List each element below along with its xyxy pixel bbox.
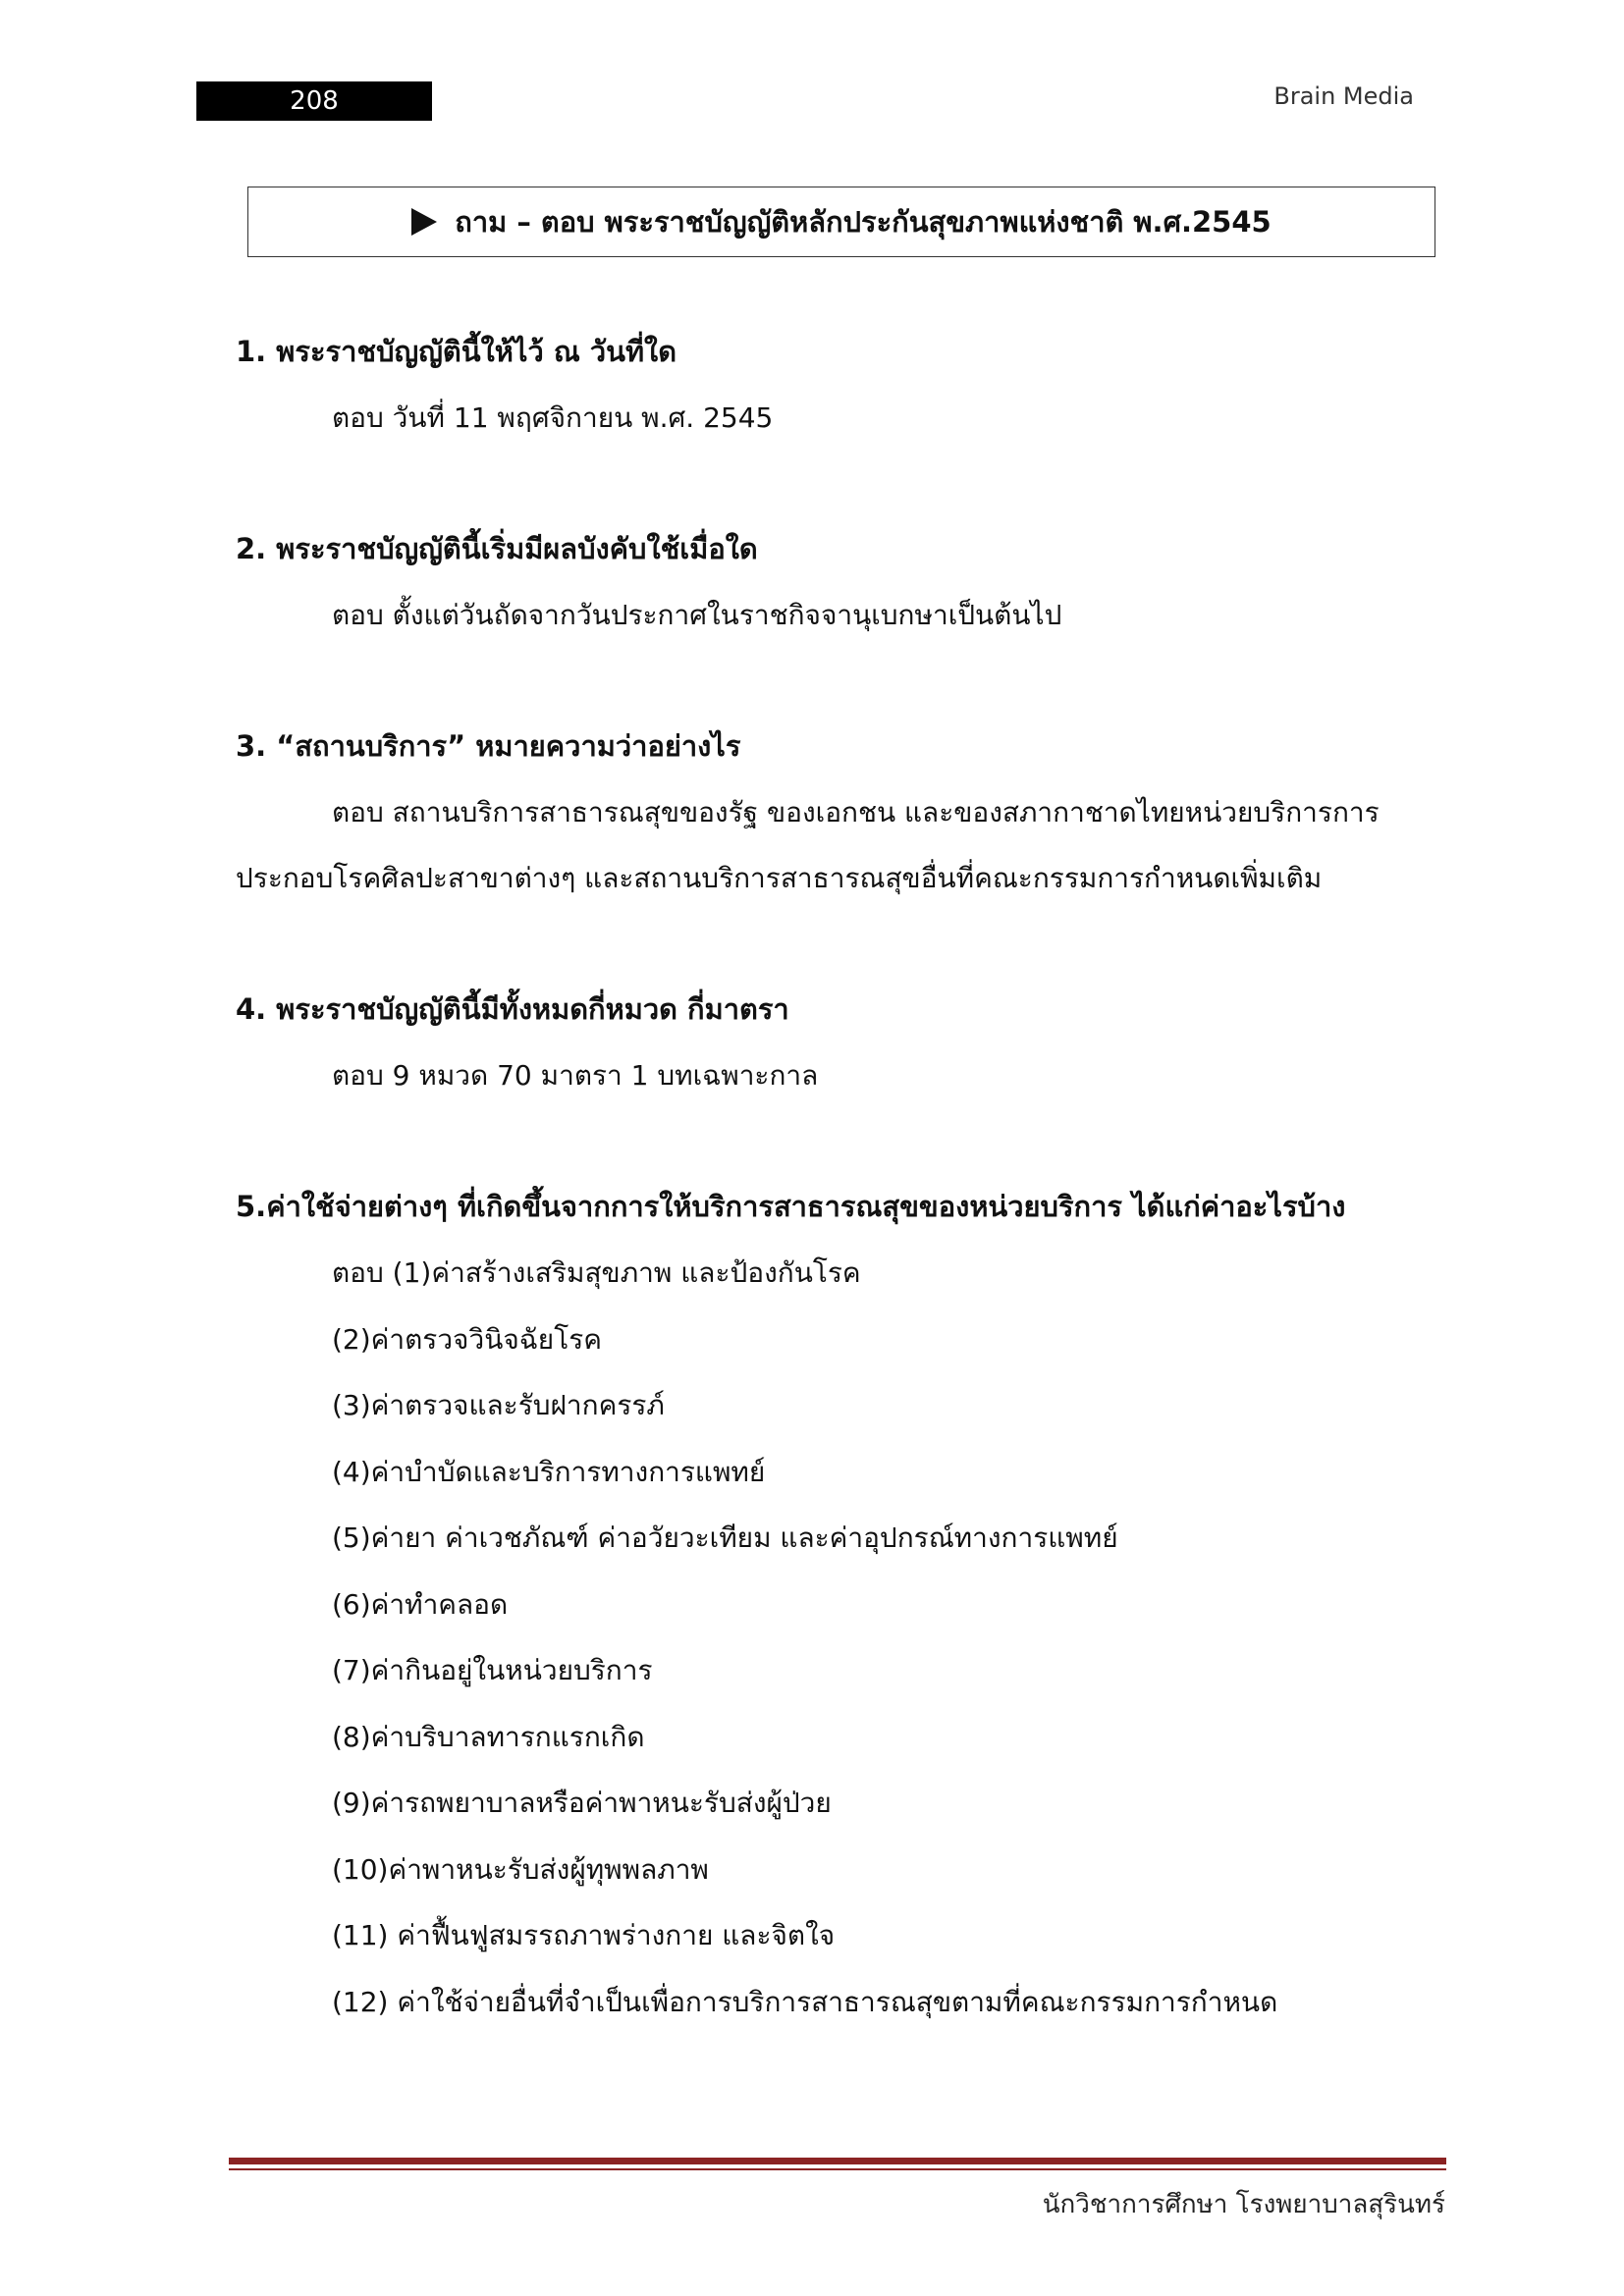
question-4: 4. พระราชบัญญัตินี้มีทั้งหมดกี่หมวด กี่มาตรา [236,992,789,1026]
question-2: 2. พระราชบัญญัตินี้เริ่มมีผลบังคับใช้เมื่อใด [236,532,758,565]
arrow-bullet-icon [411,208,437,236]
question-5: 5.ค่าใช้จ่ายต่างๆ ที่เกิดขึ้นจากการให้บริการสาธารณสุขของหน่วยบริการ ได้แก่ค่าอะไรบ้าง [236,1190,1346,1223]
qa-item-5 [236,1174,1404,2035]
footer-rule [229,2158,1446,2164]
qa-content [236,319,1404,2035]
title-box [247,187,1435,257]
list-item: (2)ค่าตรวจวินิจฉัยโรค [332,1322,603,1356]
list-item: (3)ค่าตรวจและรับฝากครรภ์ [332,1389,665,1421]
list-item: ตอบ (1)ค่าสร้างเสริมสุขภาพ และป้องกันโรค [332,1256,861,1289]
footer-rule-thin [229,2168,1446,2170]
list-item: (12) ค่าใช้จ่ายอื่นที่จำเป็นเพื่อการบริการสาธารณสุขตามที่คณะกรรมการกำหนด [332,1985,1278,2018]
list-item: (11) ค่าฟื้นฟูสมรรถภาพร่างกาย และจิตใจ [332,1919,836,1951]
qa-item-1 [236,319,1404,451]
publisher-name: Brain Media [1273,82,1414,110]
answer-4: ตอบ 9 หมวด 70 มาตรา 1 บทเฉพาะกาล [332,1059,819,1092]
qa-item-2 [236,516,1404,648]
page-title: ถาม – ตอบ พระราชบัญญัติหลักประกันสุขภาพแห่งชาติ พ.ศ.2545 [455,205,1272,239]
list-item: (8)ค่าบริบาลทารกแรกเกิด [332,1720,645,1753]
list-item: (7)ค่ากินอยู่ในหน่วยบริการ [332,1654,653,1686]
qa-item-4 [236,977,1404,1108]
list-item: (5)ค่ายา ค่าเวชภัณฑ์ ค่าอวัยวะเทียม และค่าอุปกรณ์ทางการแพทย์ [332,1522,1118,1554]
list-item: (6)ค่าทำคลอด [332,1587,509,1621]
list-item: (4)ค่าบำบัดและบริการทางการแพทย์ [332,1455,766,1488]
qa-item-3 [236,714,1404,911]
footer-text: นักวิชาการศึกษา โรงพยาบาลสุรินทร์ [1042,2190,1445,2219]
page-number: 208 [196,81,432,121]
list-item: (9)ค่ารถพยาบาลหรือค่าพาหนะรับส่งผู้ป่วย [332,1787,832,1819]
answer-2: ตอบ ตั้งแต่วันถัดจากวันประกาศในราชกิจจานุเบกษาเป็นต้นไป [332,599,1062,631]
question-1: 1. พระราชบัญญัตินี้ให้ไว้ ณ วันที่ใด [236,335,677,368]
question-3: 3. “สถานบริการ” หมายความว่าอย่างไร [236,729,741,763]
answer-3: ตอบ สถานบริการสาธารณสุขของรัฐ ของเอกชน และของสภากาชาดไทยหน่วยบริการการประกอบโรคศิลปะสาขาต่างๆ และสถานบริการสาธารณสุขอื่นที่คณะกรรมการกำหนดเพิ่มเติม [236,796,1380,894]
expense-list [236,1240,1404,2035]
answer-1: ตอบ วันที่ 11 พฤศจิกายน พ.ศ. 2545 [332,401,774,434]
list-item: (10)ค่าพาหนะรับส่งผู้ทุพพลภาพ [332,1852,709,1886]
